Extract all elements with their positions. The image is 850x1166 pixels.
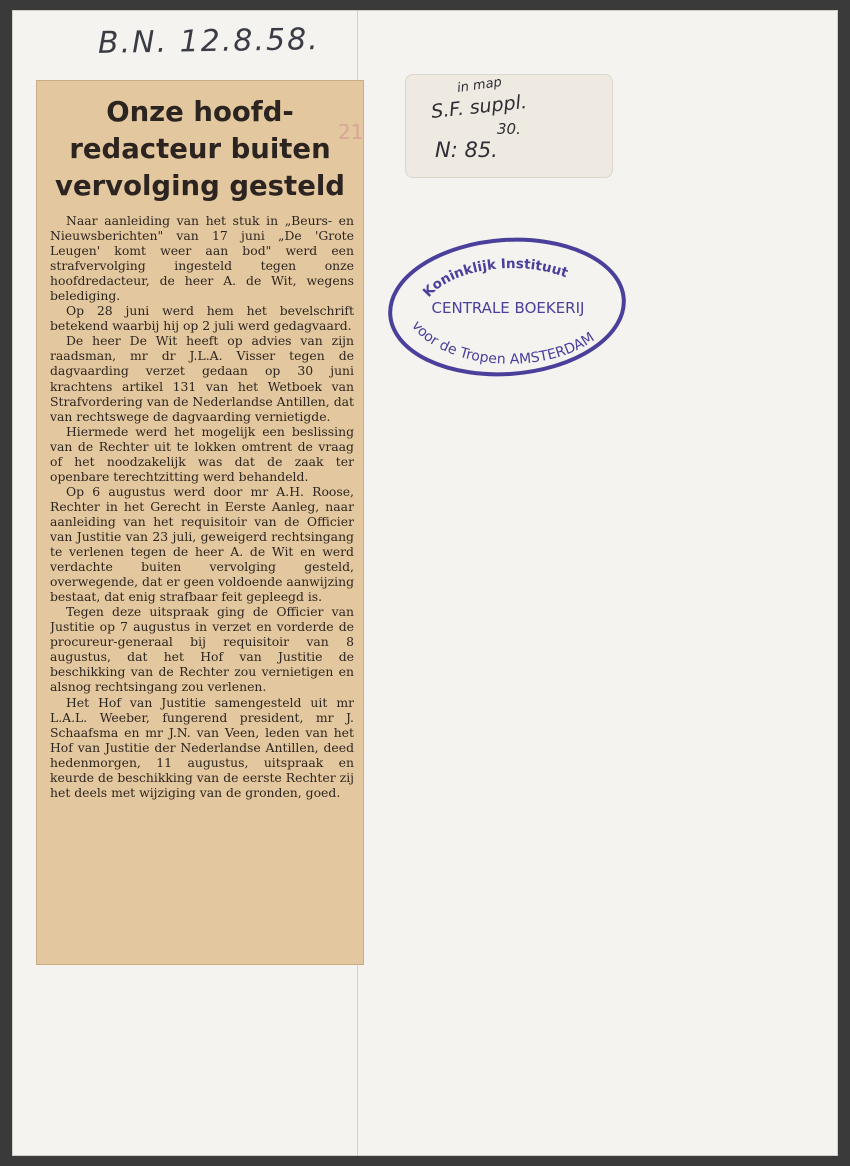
article-paragraph: Op 28 juni werd hem het bevelschrift betekend waarbij hij op 2 juli werd gedagvaard.: [50, 303, 354, 334]
stamp-top-text: Koninklijk Instituut: [419, 256, 571, 301]
label-line-1: in map: [456, 74, 503, 97]
catalog-label: [405, 74, 613, 178]
newspaper-clipping: [36, 80, 364, 965]
stamp-bottom-text: voor de Tropen AMSTERDAM: [408, 317, 598, 368]
article-paragraph: De heer De Wit heeft op advies van zijn raadsman, mr dr J.L.A. Visser tegen de dagvaarding verzet gedaan op 30 juni krachtens artikel 131 van het Wetboek van Strafvordering van de Nederlandse Antillen, dat van rechtswege de dagvaarding vernietigde.: [50, 333, 354, 424]
library-stamp: [385, 234, 629, 380]
stamp-center-text: CENTRALE BOEKERIJ: [431, 299, 585, 317]
label-line-3: 30.: [497, 120, 521, 138]
margin-mark: 21: [338, 120, 364, 144]
stamp-graphic: [385, 234, 629, 380]
article-paragraph: Hiermede werd het mogelijk een beslissing van de Rechter uit te lokken omtrent de vraag of het noodzakelijk was dat de zaak ter openbare terechtzitting werd behandeld.: [50, 423, 354, 484]
handwritten-date-note: B.N. 12.8.58.: [97, 22, 320, 61]
label-line-2: S.F. suppl.: [430, 91, 528, 123]
clipping-headline: [36, 94, 364, 205]
article-paragraph: Naar aanleiding van het stuk in „Beurs- en Nieuwsberichten" van 17 juni „De 'Grote Leugen' komt weer aan bod" werd een strafvervolging ingesteld tegen onze hoofdredacteur, de heer A. de Wit, wegens belediging.: [50, 213, 354, 304]
article-paragraph: Het Hof van Justitie samengesteld uit mr L.A.L. Weeber, fungerend president, mr J. Schaafsma en mr J.N. van Veen, leden van het Hof van Justitie der Nederlandse Antillen, deed hedenmorgen, 11 augustus, uitspraak en keurde de beschikking van de eerste Rechter zij het deels met wijziging van de gronden, goed.: [50, 694, 354, 800]
headline-line-3: vervolging gesteld: [55, 170, 345, 202]
headline-line-1: Onze hoofd-: [106, 96, 294, 128]
label-line-4: N: 85.: [435, 138, 498, 162]
article-paragraph: Tegen deze uitspraak ging de Officier van Justitie op 7 augustus in verzet en vorderde de procureur-generaal bij requisitoir van 8 augustus, dat het Hof van Justitie de beschikking van de Rechter zou vernietigen en alsnog rechtsingang zou verlenen.: [50, 604, 354, 695]
headline-line-2: redacteur buiten: [69, 133, 331, 165]
clipping-article-body: [50, 213, 354, 958]
article-paragraph: Op 6 augustus werd door mr A.H. Roose, Rechter in het Gerecht in Eerste Aanleg, naar aanleiding van het requisitoir van de Officier van Justitie van 23 juli, geweigerd rechtsingang te verlenen tegen de heer A. de Wit en werd verdachte buiten vervolging gesteld, overwegende, dat er geen voldoende aanwijzing bestaat, dat enig strafbaar feit gepleegd is.: [50, 483, 354, 605]
